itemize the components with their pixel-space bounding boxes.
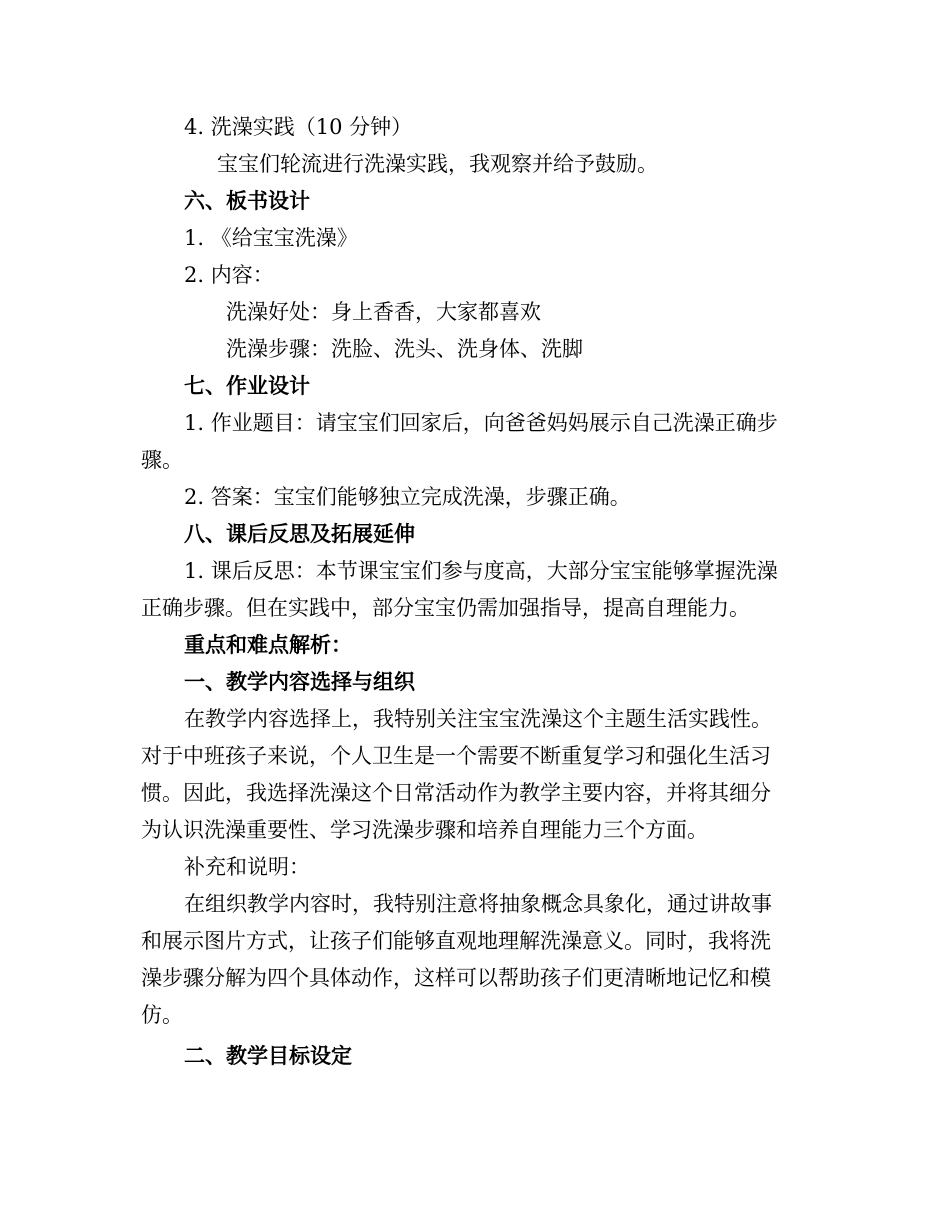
list-item-1-title: 1. 《给宝宝洗澡》 [184,226,358,250]
supplement-label: 补充和说明： [184,855,310,879]
heading-reflection: 八、课后反思及拓展延伸 [184,521,415,546]
board-steps: 洗澡步骤：洗脸、洗头、洗身体、洗脚 [226,337,583,361]
list-item-2-content: 2. 内容： [184,263,274,287]
paragraph-practice: 宝宝们轮流进行洗澡实践，我观察并给予鼓励。 [217,152,658,176]
content-para-1-line-2: 对于中班孩子来说，个人卫生是一个需要不断重复学习和强化生活习 [141,744,771,768]
content-para-2-line-3: 澡步骤分解为四个具体动作，这样可以帮助孩子们更清晰地记忆和模 [141,966,771,990]
heading-content-selection: 一、教学内容选择与组织 [184,669,415,694]
content-para-2-line-1: 在组织教学内容时，我特别注意将抽象概念具象化，通过讲故事 [184,892,772,916]
reflection-text-cont: 正确步骤。但在实践中，部分宝宝仍需加强指导，提高自理能力。 [141,596,750,620]
content-para-2-line-2: 和展示图片方式，让孩子们能够直观地理解洗澡意义。同时，我将洗 [141,929,771,953]
content-para-2-line-4: 仿。 [141,1003,183,1027]
reflection-text: 1. 课后反思：本节课宝宝们参与度高，大部分宝宝能够掌握洗澡 [184,559,778,583]
content-para-1-line-4: 为认识洗澡重要性、学习洗澡步骤和培养自理能力三个方面。 [141,818,708,842]
homework-answer: 2. 答案：宝宝们能够独立完成洗澡，步骤正确。 [184,485,631,509]
content-para-1-line-3: 惯。因此，我选择洗澡这个日常活动作为教学主要内容，并将其细分 [141,781,771,805]
board-benefits: 洗澡好处：身上香香，大家都喜欢 [226,300,541,324]
homework-question: 1. 作业题目：请宝宝们回家后，向爸爸妈妈展示自己洗澡正确步 [184,411,778,435]
heading-board-design: 六、板书设计 [184,188,310,213]
heading-homework: 七、作业设计 [184,373,310,398]
heading-key-points: 重点和难点解析： [184,632,352,657]
content-para-1-line-1: 在教学内容选择上，我特别关注宝宝洗澡这个主题生活实践性。 [184,707,772,731]
list-item-4-practice: 4. 洗澡实践（10 分钟） [184,115,413,139]
homework-question-cont: 骤。 [141,448,183,472]
heading-teaching-goals: 二、教学目标设定 [184,1043,352,1068]
